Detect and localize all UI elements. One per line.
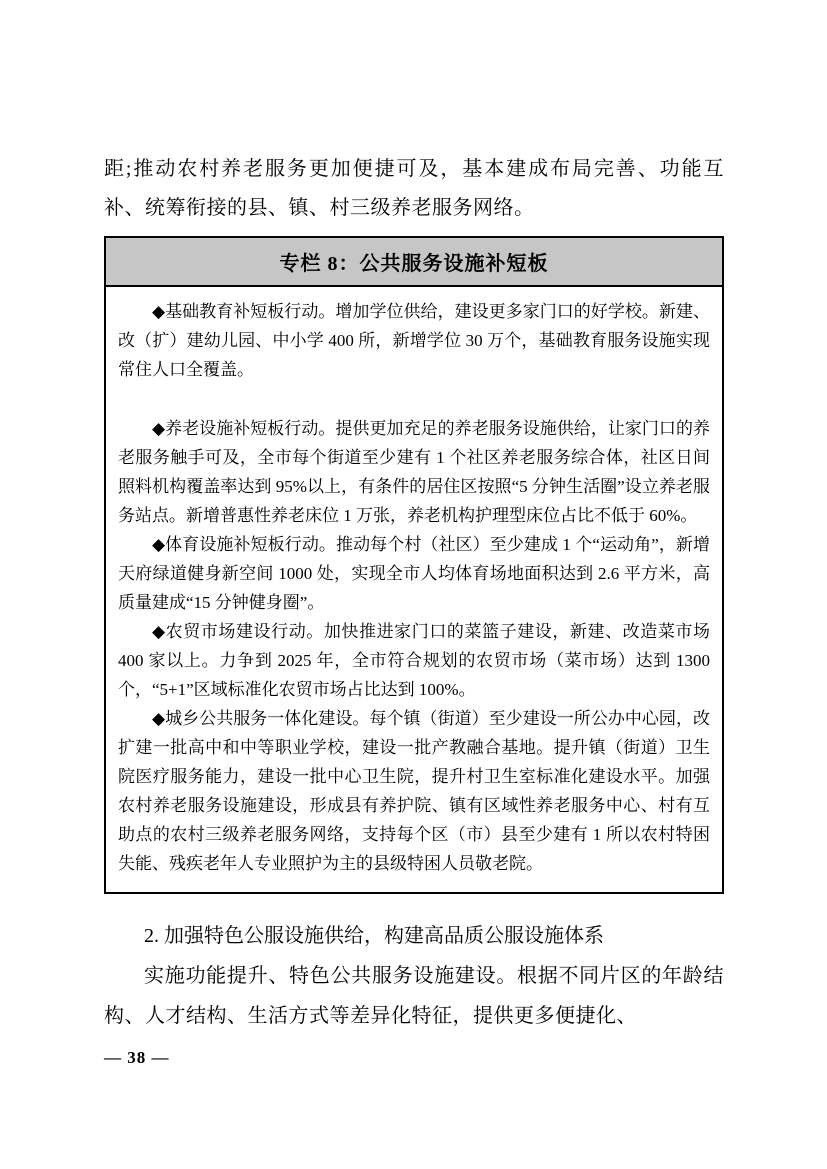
section-heading: 2. 加强特色公服设施供给，构建高品质公服设施体系 xyxy=(144,925,604,947)
panel-body xyxy=(106,287,722,892)
highlight-panel xyxy=(104,236,724,894)
panel-item-markets: ◆农贸市场建设行动。加快推进家门口的菜篮子建设，新建、改造菜市场 400 家以上。力争到 2025 年，全市符合规划的农贸市场（菜市场）达到 1300 个，“5+1”区域标准化农贸市场占比达到 100%。 xyxy=(118,622,710,699)
panel-item-sports: ◆体育设施补短板行动。推动每个村（社区）至少建成 1 个“运动角”，新增天府绿道健身新空间 1000 处，实现全市人均体育场地面积达到 2.6 平方米，高质量建成“15 分钟健身圈”。 xyxy=(118,535,710,612)
intro-paragraph: 距;推动农村养老服务更加便捷可及，基本建成布局完善、功能互补、统筹衔接的县、镇、村三级养老服务网络。 xyxy=(104,158,724,219)
panel-item-urban-rural: ◆城乡公共服务一体化建设。每个镇（街道）至少建设一所公办中心园，改扩建一批高中和中等职业学校，建设一批产教融合基地。提升镇（街道）卫生院医疗服务能力，建设一批中心卫生院，提升村卫生室标准化建设水平。加强农村养老服务设施建设，形成县有养护院、镇有区域性养老服务中心、村有互助点的农村三级养老服务网络，支持每个区（市）县至少建有 1 所以农村特困失能、残疾老年人专业照护为主的县级特困人员敬老院。 xyxy=(118,709,710,873)
panel-item-elderly-care: ◆养老设施补短板行动。提供更加充足的养老服务设施供给，让家门口的养老服务触手可及，全市每个街道至少建有 1 个社区养老服务综合体，社区日间照料机构覆盖率达到 95%以上，有条件的居住区按照“5 分钟生活圈”设立养老服务站点。新增普惠性养老床位 1 万张，养老机构护理型床位占比不低于 60%。 xyxy=(118,419,710,525)
panel-title: 专栏 8：公共服务设施补短板 xyxy=(106,238,722,287)
section-paragraph: 实施功能提升、特色公共服务设施建设。根据不同片区的年龄结构、人才结构、生活方式等差异化特征，提供更多便捷化、 xyxy=(104,965,724,1027)
panel-item-education: ◆基础教育补短板行动。增加学位供给，建设更多家门口的好学校。新建、改（扩）建幼儿园、中小学 400 所，新增学位 30 万个，基础教育服务设施实现常住人口全覆盖。 xyxy=(118,302,710,379)
page-number: — 38 — xyxy=(104,1048,170,1067)
page-content xyxy=(104,150,724,1036)
